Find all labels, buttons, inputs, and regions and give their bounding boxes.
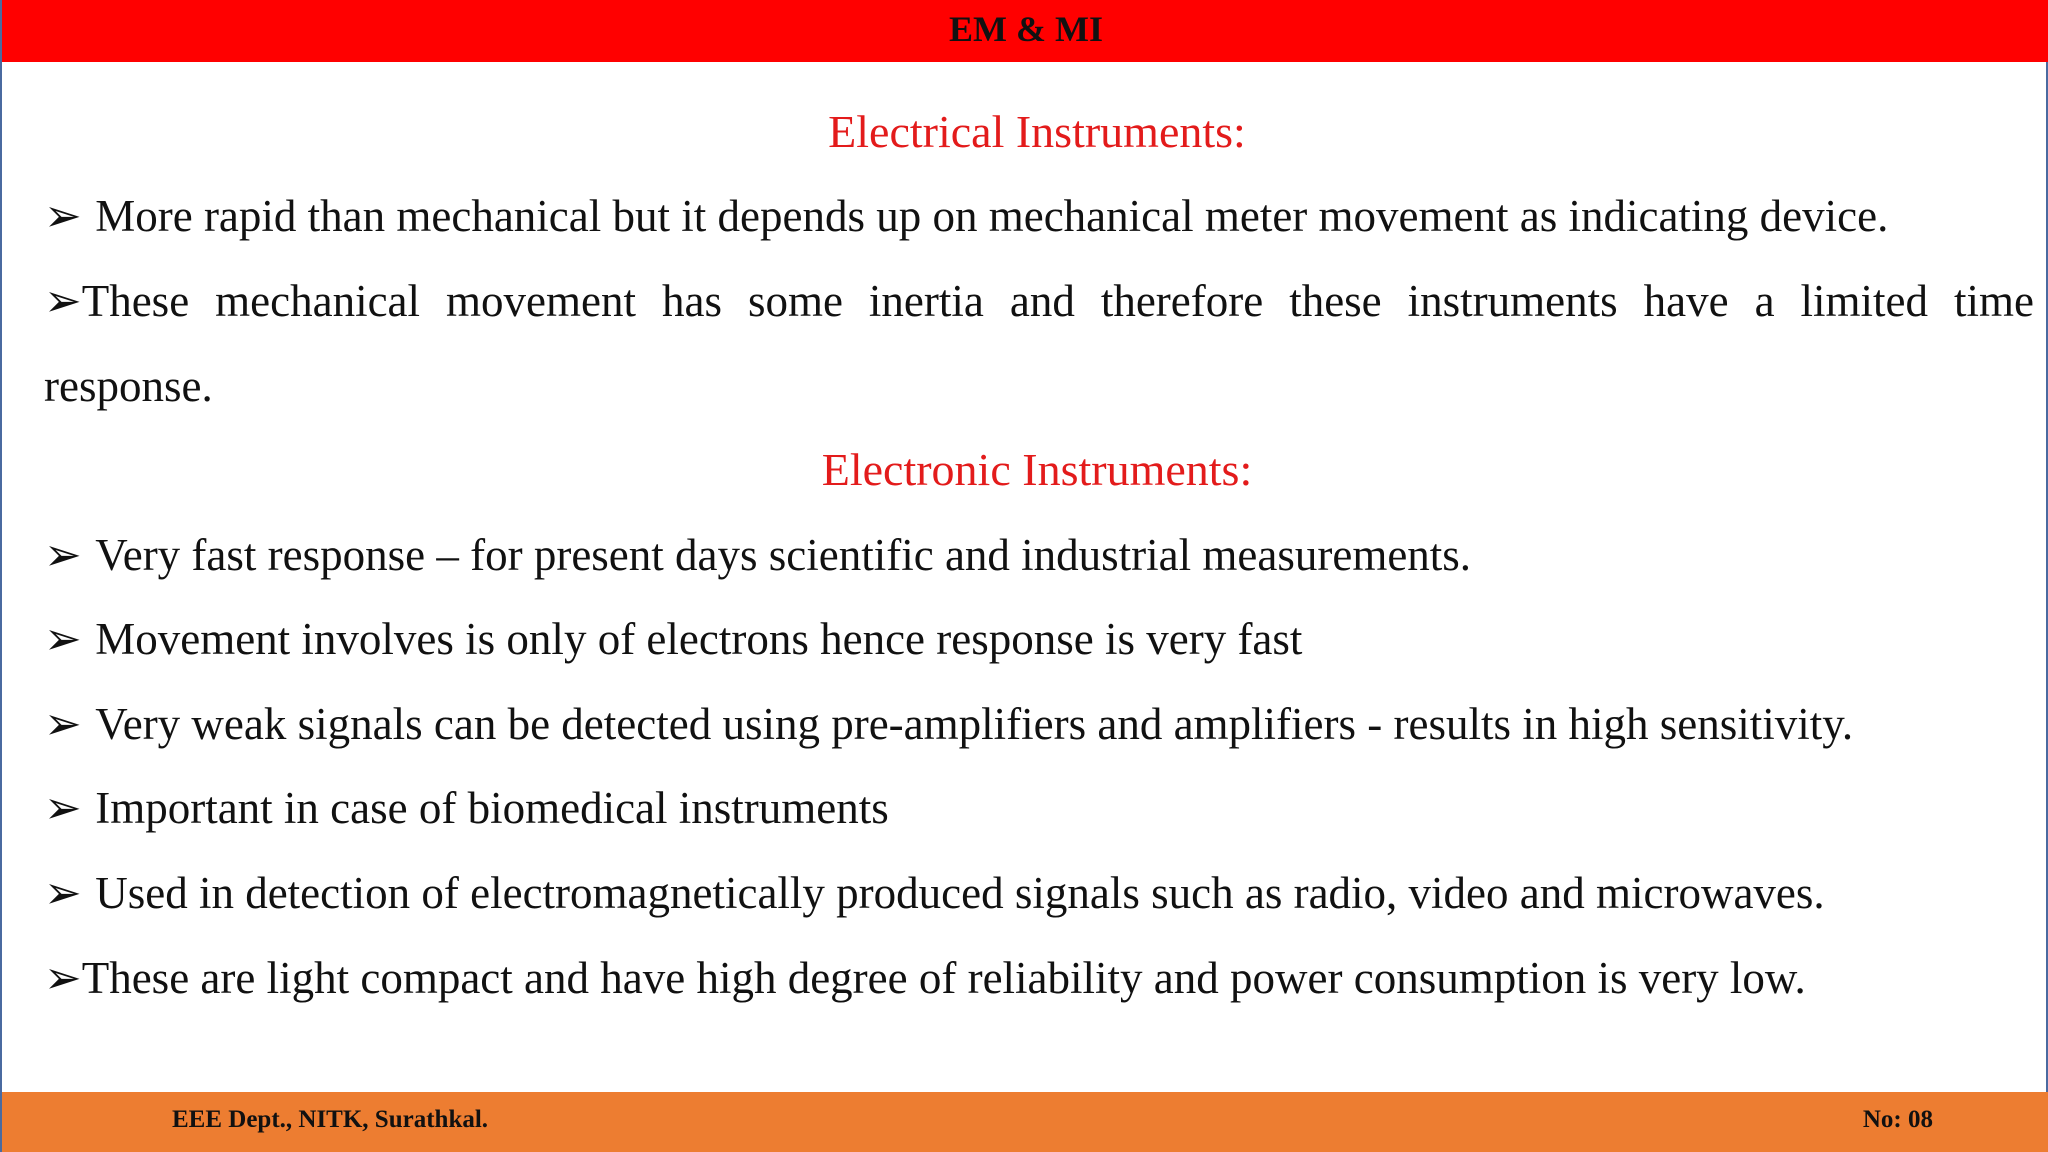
arrow-bullet-icon: ➢ [44, 530, 82, 580]
bullet-text: More rapid than mechanical but it depends up on mechanical meter movement as indicating device. [95, 191, 1889, 241]
bullet-text: These mechanical movement has some inertia and therefore these instruments have a limited time [81, 276, 2034, 326]
bullet-text: Very weak signals can be detected using pre-amplifiers and amplifiers - results in high sensitivity. [95, 699, 1854, 749]
electrical-bullet-2-continuation: response. [44, 361, 213, 411]
bullet-text: These are light compact and have high degree of reliability and power consumption is very low. [81, 953, 1806, 1003]
electronic-bullet-3 [44, 697, 1853, 751]
footer-department: EEE Dept., NITK, Surathkal. [172, 1106, 489, 1133]
electrical-bullet-2 [44, 274, 2034, 328]
electronic-bullet-4 [44, 781, 889, 835]
electronic-instruments-heading: Electronic Instruments: [821, 444, 1253, 495]
electrical-instruments-heading: Electrical Instruments: [828, 106, 1246, 157]
arrow-bullet-icon: ➢ [44, 614, 82, 664]
bullet-text: Movement involves is only of electrons hence response is very fast [95, 614, 1303, 664]
electronic-bullet-6 [44, 951, 1806, 1005]
bullet-text: Very fast response – for present days scientific and industrial measurements. [95, 530, 1472, 580]
bullet-text: Used in detection of electromagnetically produced signals such as radio, video and microwaves. [95, 868, 1825, 918]
arrow-bullet-icon: ➢ [44, 191, 82, 241]
electronic-bullet-1 [44, 528, 1471, 582]
electronic-bullet-2 [44, 612, 1302, 666]
header-bar [2, 0, 2048, 62]
arrow-bullet-icon: ➢ [44, 699, 82, 749]
slide-title: EM & MI [949, 9, 1103, 49]
electrical-bullet-1 [44, 189, 1888, 243]
arrow-bullet-icon: ➢ [44, 868, 82, 918]
arrow-bullet-icon: ➢ [44, 783, 82, 833]
arrow-bullet-icon: ➢ [44, 276, 82, 326]
slide-number: No: 08 [1862, 1106, 1933, 1133]
electronic-bullet-5 [44, 866, 1825, 920]
arrow-bullet-icon: ➢ [44, 953, 82, 1003]
footer-bar [2, 1092, 2048, 1152]
bullet-text: Important in case of biomedical instruments [95, 783, 889, 833]
